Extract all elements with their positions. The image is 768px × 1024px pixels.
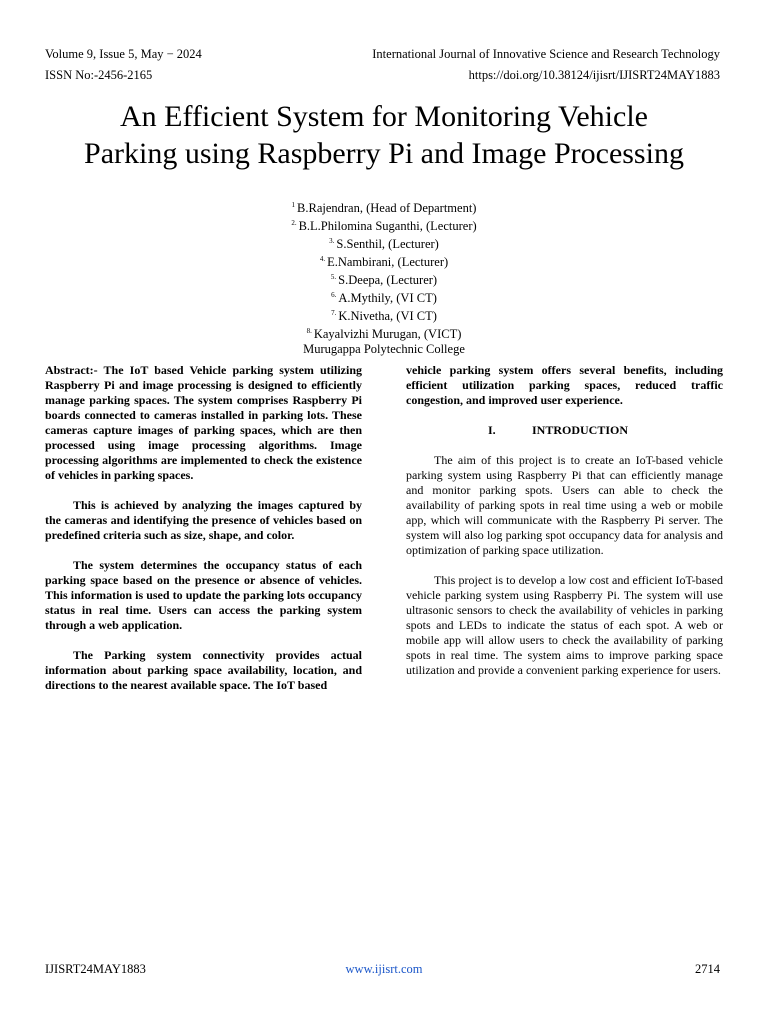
journal-name: International Journal of Innovative Science and Research Technology [372, 47, 720, 61]
paper-title [0, 98, 768, 172]
abstract-paragraph-4: The Parking system connectivity provides actual information about parking space availability, location, and directions to the nearest available space. The IoT based [45, 648, 362, 692]
section-number: I. [488, 423, 496, 437]
volume-info: Volume 9, Issue 5, May − 2024 [45, 47, 202, 61]
footer-website-link[interactable]: www.ijisrt.com [345, 962, 423, 976]
footer-paper-id: IJISRT24MAY1883 [45, 962, 146, 976]
author: $^1$ B.Rajendran, (Head of Department) [291, 201, 477, 215]
intro-paragraph-2: This project is to develop a low cost and efficient IoT-based vehicle parking system using Raspberry Pi. The system will use ultrasonic sensors to check the availability of vehicles in parking spots and LEDs to indicate the status of each spot. A web or mobile app will allow users to check the availability of parking spots in real time. The system aims to improve parking space utilization and provide a convenient parking experience for users. [406, 573, 723, 677]
author: $^{8.}$ Kayalvizhi Murugan, (VICT) [306, 327, 462, 341]
author: $^{6.}$ A.Mythily, (VI CT) [331, 291, 437, 305]
left-column [45, 363, 362, 708]
section-title: INTRODUCTION [532, 423, 629, 437]
abstract-continued: vehicle parking system offers several benefits, including efficient utilization parking spaces, reduced traffic congestion, and improved user experience. [406, 363, 723, 407]
title-line-2: Parking using Raspberry Pi and Image Processing [84, 137, 684, 170]
issn: ISSN No:-2456-2165 [45, 68, 153, 82]
right-column [406, 363, 723, 693]
author: $^{3.}$ S.Senthil, (Lecturer) [329, 237, 439, 251]
author: $^{5.}$ S.Deepa, (Lecturer) [330, 273, 438, 287]
title-line-1: An Efficient System for Monitoring Vehicle [120, 100, 648, 133]
author: $^{2.}$ B.L.Philomina Suganthi, (Lecturer) [291, 219, 477, 233]
author-list [0, 198, 768, 357]
author: $^{7.}$ K.Nivetha, (VI CT) [331, 309, 437, 323]
author: $^{4.}$ E.Nambirani, (Lecturer) [319, 255, 449, 269]
section-heading [406, 423, 723, 438]
doi-link[interactable]: https://doi.org/10.38124/ijisrt/IJISRT24MAY1883 [468, 68, 720, 82]
abstract-paragraph-3: The system determines the occupancy status of each parking space based on the presence or absence of vehicles. This information is used to update the parking lots occupancy status in real time. Users can access the parking system through a web application. [45, 558, 362, 632]
abstract: Abstract:- The IoT based Vehicle parking system utilizing Raspberry Pi and image processing is designed to efficiently manage parking spaces. The system comprises Raspberry Pi boards connected to cameras installed in parking lots. These cameras capture images of parking spaces, which are then processed using image processing algorithms. Image processing algorithms are implemented to check the existence of vehicles in parking spaces. [45, 363, 362, 482]
intro-paragraph-1: The aim of this project is to create an IoT-based vehicle parking system using Raspberry Pi that can efficiently manage and monitor parking spots. Users can able to check the availability of parking spots in real time using a web or mobile app, which will communicate with the Raspberry Pi server. The system will also log parking spot occupancy data for analysis and optimization of parking space utilization. [406, 453, 723, 557]
page-number: 2714 [695, 962, 720, 976]
affiliation: Murugappa Polytechnic College [303, 342, 465, 356]
abstract-paragraph-2: This is achieved by analyzing the images captured by the cameras and identifying the presence of vehicles based on predefined criteria such as size, shape, and color. [45, 498, 362, 542]
